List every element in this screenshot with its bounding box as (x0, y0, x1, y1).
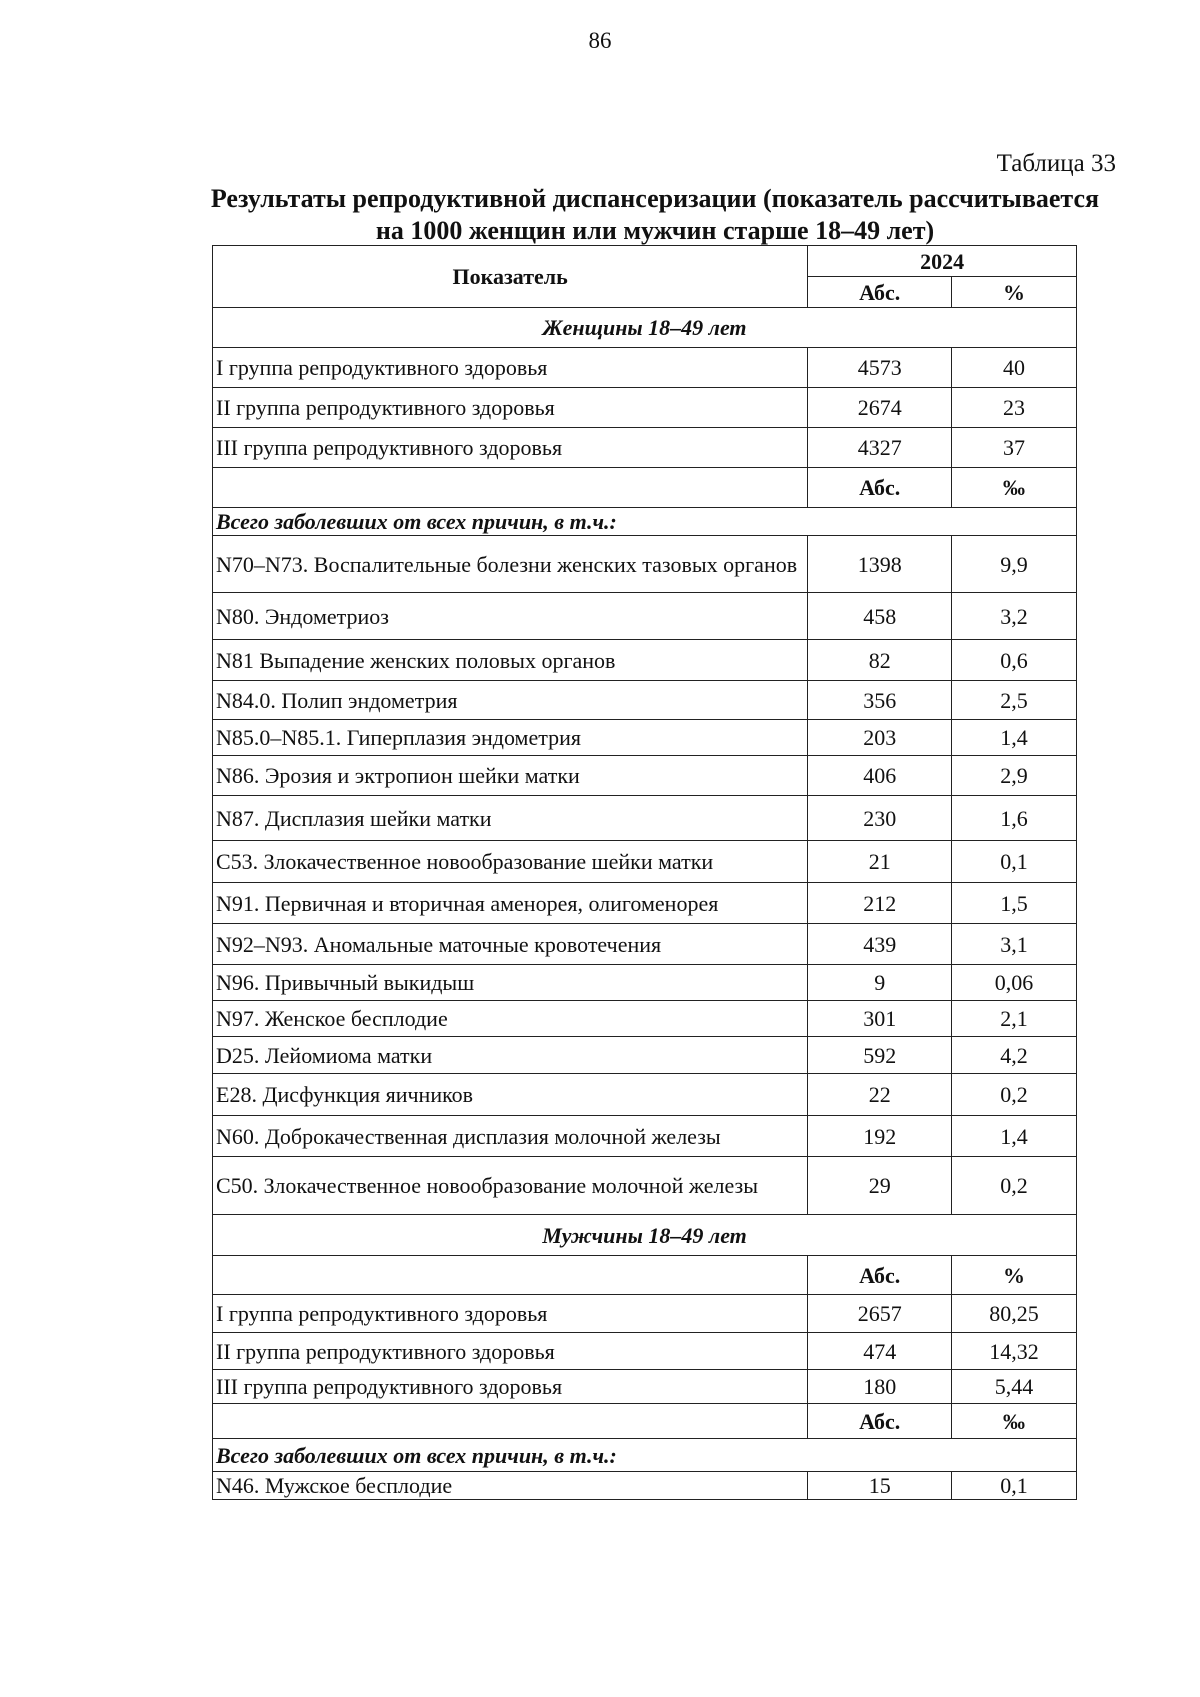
row-name: N96. Привычный выкидыш (213, 965, 808, 1001)
table-row (213, 720, 1077, 756)
row-value: 0,2 (952, 1157, 1077, 1215)
header-indicator: Показатель (213, 246, 808, 308)
row-value: 1,4 (952, 720, 1077, 756)
row-value: 40 (952, 348, 1077, 388)
row-name: N87. Дисплазия шейки матки (213, 796, 808, 841)
row-name: N70–N73. Воспалительные болезни женских тазовых органов (213, 536, 808, 593)
row-name: I группа репродуктивного здоровья (213, 348, 808, 388)
section-women: Женщины 18–49 лет (213, 308, 1077, 348)
row-abs: 1398 (808, 536, 952, 593)
row-value: 0,06 (952, 965, 1077, 1001)
table-row (213, 1001, 1077, 1037)
row-name: II группа репродуктивного здоровья (213, 1333, 808, 1370)
row-value: 0,1 (952, 841, 1077, 883)
table-row (213, 428, 1077, 468)
row-name: N86. Эрозия и эктропион шейки матки (213, 756, 808, 796)
row-abs: 458 (808, 593, 952, 640)
table-row (213, 640, 1077, 681)
table-label: Таблица 33 (996, 150, 1116, 177)
row-abs: 439 (808, 924, 952, 965)
total-label: Всего заболевших от всех причин, в т.ч.: (213, 508, 1077, 536)
row-value: 37 (952, 428, 1077, 468)
row-value: 23 (952, 388, 1077, 428)
row-abs: 2657 (808, 1295, 952, 1333)
total-label: Всего заболевших от всех причин, в т.ч.: (213, 1439, 1077, 1472)
table-row (213, 1037, 1077, 1074)
row-name: N46. Мужское бесплодие (213, 1472, 808, 1500)
table-row (213, 965, 1077, 1001)
row-value: 2,9 (952, 756, 1077, 796)
table-row (213, 756, 1077, 796)
table-row (213, 1074, 1077, 1116)
results-table (212, 245, 1077, 1500)
row-value: 3,1 (952, 924, 1077, 965)
row-name: II группа репродуктивного здоровья (213, 388, 808, 428)
subheader-abs: Абс. (808, 468, 952, 508)
table-row (213, 681, 1077, 720)
subheader-unit: ‰ (952, 468, 1077, 508)
row-name: N91. Первичная и вторичная аменорея, олигоменорея (213, 883, 808, 924)
table-row (213, 1157, 1077, 1215)
row-abs: 9 (808, 965, 952, 1001)
row-abs: 203 (808, 720, 952, 756)
table-row (213, 1116, 1077, 1157)
row-name: N84.0. Полип эндометрия (213, 681, 808, 720)
row-name: N97. Женское бесплодие (213, 1001, 808, 1037)
table-row (213, 348, 1077, 388)
row-abs: 180 (808, 1370, 952, 1404)
row-abs: 15 (808, 1472, 952, 1500)
table-row (213, 924, 1077, 965)
header-year: 2024 (808, 246, 1077, 277)
section-men: Мужчины 18–49 лет (213, 1215, 1077, 1256)
row-name: N60. Доброкачественная дисплазия молочной железы (213, 1116, 808, 1157)
table-row (213, 1295, 1077, 1333)
row-value: 2,1 (952, 1001, 1077, 1037)
row-abs: 592 (808, 1037, 952, 1074)
row-name: E28. Дисфункция яичников (213, 1074, 808, 1116)
table-title: Результаты репродуктивной диспансеризации (показатель рассчитывается на 1000 женщин или мужчин старше 18–49 лет) (210, 184, 1100, 245)
row-abs: 82 (808, 640, 952, 681)
table-row (213, 883, 1077, 924)
row-name: III группа репродуктивного здоровья (213, 1370, 808, 1404)
row-name: C50. Злокачественное новообразование молочной железы (213, 1157, 808, 1215)
subheader-abs: Абс. (808, 1404, 952, 1439)
row-abs: 192 (808, 1116, 952, 1157)
row-name: N85.0–N85.1. Гиперплазия эндометрия (213, 720, 808, 756)
table-row (213, 388, 1077, 428)
row-value: 0,6 (952, 640, 1077, 681)
row-name: N80. Эндометриоз (213, 593, 808, 640)
row-abs: 4327 (808, 428, 952, 468)
row-name: D25. Лейомиома матки (213, 1037, 808, 1074)
row-abs: 29 (808, 1157, 952, 1215)
table-row (213, 796, 1077, 841)
row-value: 0,2 (952, 1074, 1077, 1116)
table-row (213, 593, 1077, 640)
row-value: 3,2 (952, 593, 1077, 640)
header-abs: Абс. (808, 277, 952, 308)
table-row (213, 841, 1077, 883)
row-abs: 301 (808, 1001, 952, 1037)
row-abs: 21 (808, 841, 952, 883)
table-row (213, 536, 1077, 593)
subheader-abs: Абс. (808, 1256, 952, 1295)
row-value: 4,2 (952, 1037, 1077, 1074)
row-name: I группа репродуктивного здоровья (213, 1295, 808, 1333)
row-name: N81 Выпадение женских половых органов (213, 640, 808, 681)
row-value: 1,4 (952, 1116, 1077, 1157)
row-abs: 212 (808, 883, 952, 924)
row-value: 1,5 (952, 883, 1077, 924)
table-row (213, 1472, 1077, 1500)
row-value: 2,5 (952, 681, 1077, 720)
page-number: 86 (588, 28, 612, 53)
row-value: 5,44 (952, 1370, 1077, 1404)
row-abs: 406 (808, 756, 952, 796)
subheader-unit: ‰ (952, 1404, 1077, 1439)
row-abs: 474 (808, 1333, 952, 1370)
row-value: 14,32 (952, 1333, 1077, 1370)
row-name: N92–N93. Аномальные маточные кровотечения (213, 924, 808, 965)
row-abs: 4573 (808, 348, 952, 388)
row-abs: 230 (808, 796, 952, 841)
row-name: C53. Злокачественное новообразование шейки матки (213, 841, 808, 883)
subheader-unit: % (952, 1256, 1077, 1295)
row-abs: 2674 (808, 388, 952, 428)
row-name: III группа репродуктивного здоровья (213, 428, 808, 468)
header-pct: % (952, 277, 1077, 308)
row-value: 80,25 (952, 1295, 1077, 1333)
row-abs: 356 (808, 681, 952, 720)
blank-cell (213, 1256, 808, 1295)
blank-cell (213, 468, 808, 508)
row-value: 1,6 (952, 796, 1077, 841)
blank-cell (213, 1404, 808, 1439)
table-row (213, 1370, 1077, 1404)
table-row (213, 1333, 1077, 1370)
row-value: 9,9 (952, 536, 1077, 593)
row-abs: 22 (808, 1074, 952, 1116)
row-value: 0,1 (952, 1472, 1077, 1500)
